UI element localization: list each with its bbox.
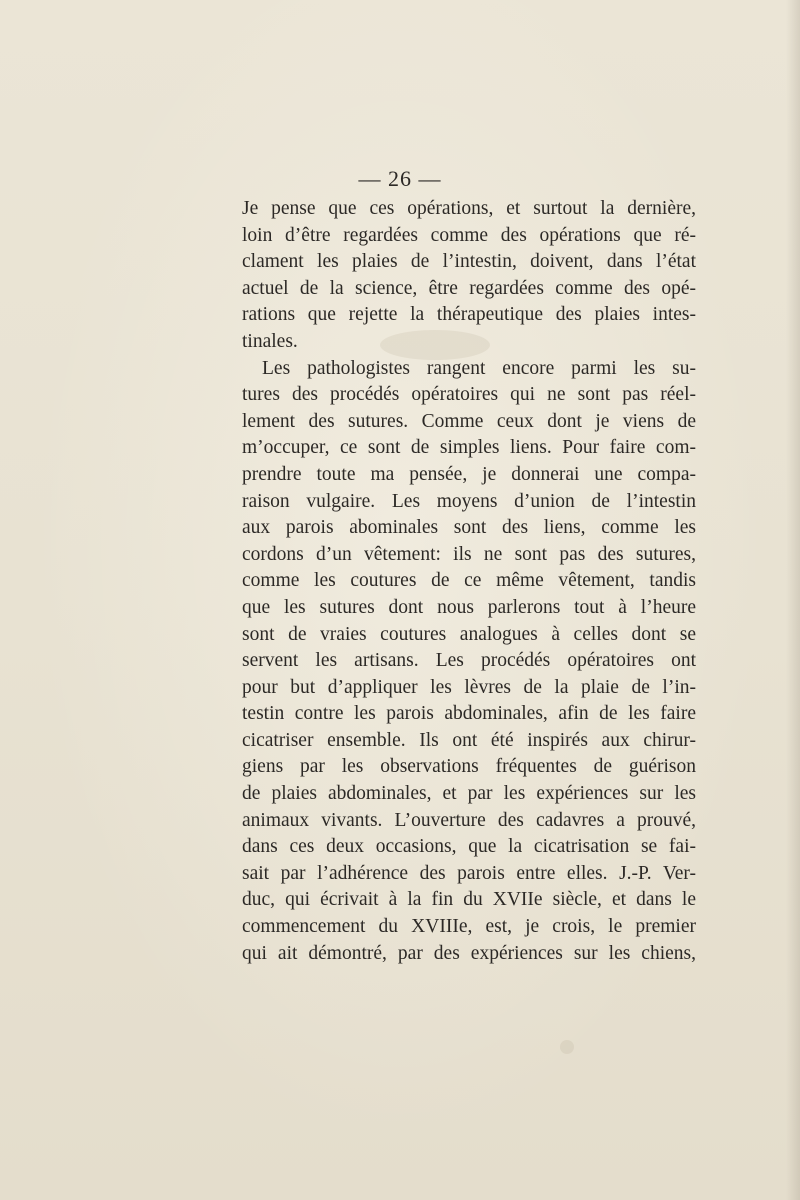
text-line: giens par les observations fréquentes de guérison: [242, 756, 696, 778]
paper-stain: [560, 1040, 574, 1054]
text-line: duc, qui écrivait à la fin du XVIIe siècle, et dans le: [242, 889, 696, 911]
text-line: testin contre les parois abdominales, afin de les faire: [242, 703, 696, 725]
text-line: sont de vraies coutures analogues à celles dont se: [242, 623, 696, 645]
text-line: actuel de la science, être regardées comme des opé-: [242, 277, 696, 299]
text-line: que les sutures dont nous parlerons tout à l’heure: [242, 596, 696, 618]
page-number: — 26 —: [358, 166, 442, 191]
text-line: raison vulgaire. Les moyens d’union de l’intestin: [242, 490, 696, 512]
text-line: servent les artisans. Les procédés opératoires ont: [242, 650, 696, 672]
text-line: animaux vivants. L’ouverture des cadavres a prouvé,: [242, 809, 696, 831]
text-line: lement des sutures. Comme ceux dont je viens de: [242, 410, 696, 432]
text-line: tures des procédés opératoires qui ne sont pas réel-: [242, 384, 696, 406]
text-line: cicatriser ensemble. Ils ont été inspirés aux chirur-: [242, 729, 696, 751]
body-text: [242, 196, 696, 967]
text-line: de plaies abdominales, et par les expériences sur les: [242, 783, 696, 805]
text-line: rations que rejette la thérapeutique des plaies intes-: [242, 304, 696, 326]
text-line: dans ces deux occasions, que la cicatrisation se fai-: [242, 836, 696, 858]
text-line: qui ait démontré, par des expériences sur les chiens,: [242, 942, 696, 964]
text-line: commencement du XVIIIe, est, je crois, le premier: [242, 916, 696, 938]
text-line: pour but d’appliquer les lèvres de la plaie de l’in-: [242, 676, 696, 698]
text-line: Les pathologistes rangent encore parmi les su-: [262, 357, 696, 379]
text-line: m’occuper, ce sont de simples liens. Pour faire com-: [242, 437, 696, 459]
text-line: loin d’être regardées comme des opérations que ré-: [242, 224, 696, 246]
text-line: clament les plaies de l’intestin, doivent, dans l’état: [242, 251, 696, 273]
text-line: sait par l’adhérence des parois entre elles. J.-P. Ver-: [242, 862, 696, 884]
text-line: comme les coutures de ce même vêtement, tandis: [242, 570, 696, 592]
text-line: cordons d’un vêtement: ils ne sont pas des sutures,: [242, 543, 696, 565]
text-line: tinales.: [242, 330, 298, 352]
text-line: Je pense que ces opérations, et surtout la dernière,: [242, 198, 696, 219]
text-line: prendre toute ma pensée, je donnerai une compa-: [242, 463, 696, 485]
text-line: aux parois abominales sont des liens, comme les: [242, 517, 696, 539]
